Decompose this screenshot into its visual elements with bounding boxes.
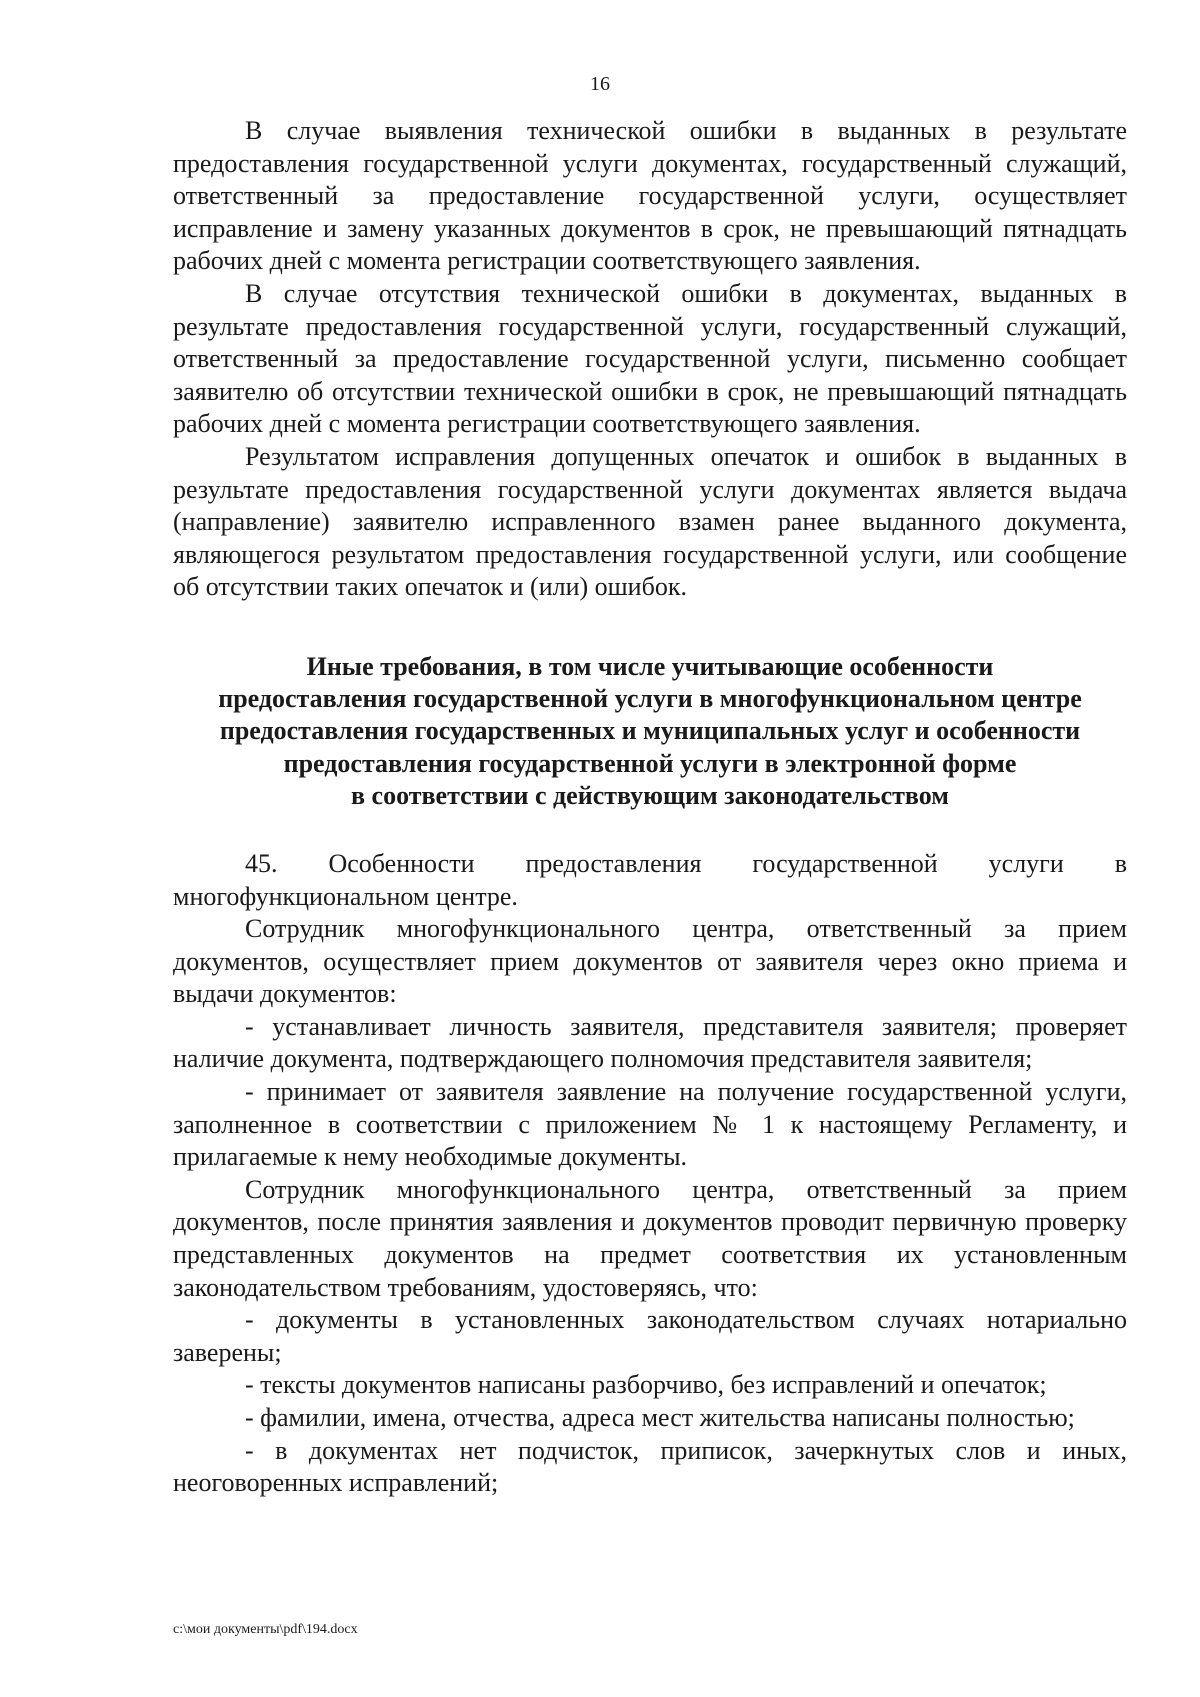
paragraph-mfc-employee: Сотрудник многофункционального центра, ответственный за прием документов, осуществляет прием документов от заявителя через окно приема и выдачи документов:: [173, 914, 1127, 1009]
list-item-identity: - устанавливает личность заявителя, представителя заявителя; проверяет наличие документа, подтверждающего полномочия представителя заявителя;: [173, 1011, 1127, 1074]
list-item-legible: - тексты документов написаны разборчиво, без исправлений и опечаток;: [245, 1370, 1047, 1400]
list-item-full-names: - фамилии, имена, отчества, адреса мест жительства написаны полностью;: [245, 1403, 1075, 1433]
paragraph-no-technical-error: В случае отсутствия технической ошибки в документах, выданных в результате предоставления государственной услуги, государственный служащий, ответственный за предоставление государственной услуги, письменно сообщает заявителю об отсутствии технической ошибки в срок, не превышающий пятнадцать рабочих дней с момента регистрации соответствующего заявления.: [173, 278, 1127, 439]
list-item-no-erasures: - в документах нет подчисток, приписок, зачеркнутых слов и иных, неоговоренных исправлений;: [173, 1435, 1127, 1498]
paragraph-item-45: 45. Особенности предоставления государственной услуги в многофункциональном центре.: [173, 848, 1127, 911]
list-item-notarized: - документы в установленных законодательством случаях нотариально заверены;: [173, 1305, 1127, 1367]
page-number: 16: [590, 73, 610, 95]
heading-line: предоставления государственной услуги в электронной форме: [283, 748, 1017, 778]
section-heading: [173, 651, 1127, 812]
paragraph-technical-error: В случае выявления технической ошибки в выданных в результате предоставления государственной услуги документах, государственный служащий, ответственный за предоставление государственной услуги, осуществляет исправление и замену указанных документов в срок, не превышающий пятнадцать рабочих дней с момента регистрации соответствующего заявления.: [173, 116, 1127, 276]
footer-file-path: c:\мои документы\pdf\194.docx: [173, 1622, 358, 1637]
paragraph-primary-check: Сотрудник многофункционального центра, ответственный за прием документов, после принятия заявления и документов проводит первичную проверку представленных документов на предмет соответствия их установленным законодательством требованиям, удостоверяясь, что:: [173, 1174, 1127, 1302]
heading-line: предоставления государственной услуги в многофункциональном центре: [218, 684, 1082, 714]
paragraph-correction-result: Результатом исправления допущенных опечаток и ошибок в выданных в результате предоставления государственной услуги документах является выдача (направление) заявителю исправленного взамен ранее выданного документа, являющегося результатом предоставления государственной услуги, или сообщение об отсутствии таких опечаток и (или) ошибок.: [173, 441, 1127, 602]
document-body: [173, 115, 1127, 1500]
heading-line: в соответствии с действующим законодательством: [350, 780, 949, 810]
heading-line: предоставления государственных и муниципальных услуг и особенности: [219, 716, 1081, 746]
heading-line: Иные требования, в том числе учитывающие особенности: [306, 651, 994, 681]
list-item-accepts-application: - принимает от заявителя заявление на получение государственной услуги, заполненное в соответствии с приложением № 1 к настоящему Регламенту, и прилагаемые к нему необходимые документы.: [173, 1077, 1127, 1172]
